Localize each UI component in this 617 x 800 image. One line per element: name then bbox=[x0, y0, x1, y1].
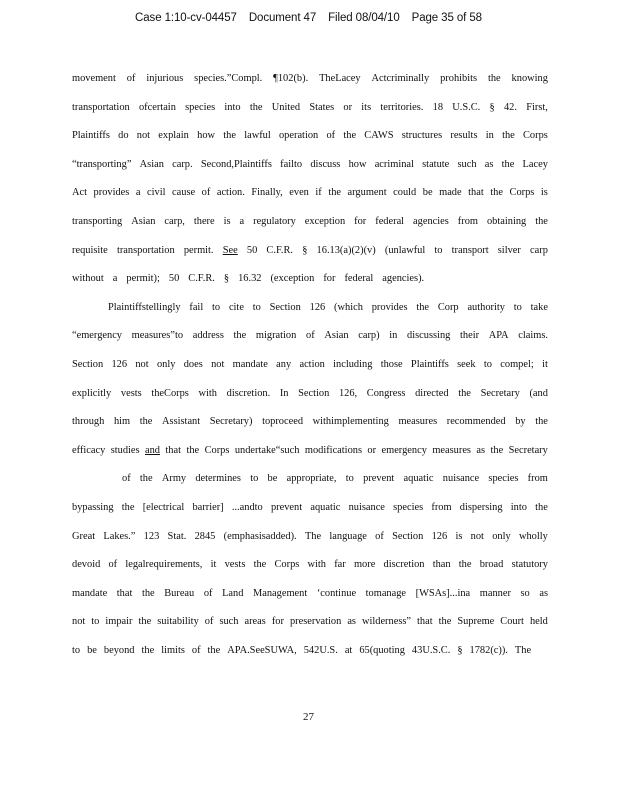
text-line: through him the Assistant Secretary) toproceed withimplementing measures recommended by the bbox=[72, 416, 548, 428]
page-number: 27 bbox=[303, 711, 314, 723]
text-line: Section 126 not only does not mandate any action including those Plaintiffs seek to compel; it bbox=[72, 358, 548, 370]
text-line: transportation ofcertain species into the United States or its territories. 18 U.S.C. § 42. First, bbox=[72, 101, 548, 113]
text-line: “emergency measures”to address the migration of Asian carp) in discussing their APA claims. bbox=[72, 330, 548, 342]
filed-date: Filed 08/04/10 bbox=[328, 12, 400, 24]
text-line: movement of injurious species.”Compl. ¶102(b). TheLacey Actcriminally prohibits the knowing bbox=[72, 73, 548, 84]
text-line: requisite transportation permit. See 50 C.F.R. § 16.13(a)(2)(v) (unlawful to transport silver carp bbox=[72, 244, 548, 256]
text-line: bypassing the [electrical barrier] ...andto prevent aquatic nuisance species from dispersing into the bbox=[72, 501, 548, 513]
text-line: mandate that the Bureau of Land Management ‘continue tomanage [WSAs]...ina manner so as bbox=[72, 587, 548, 599]
text-line: Plaintiffs do not explain how the lawful operation of the CAWS structures results in the Corps bbox=[72, 130, 548, 142]
text-line: transporting Asian carp, there is a regulatory exception for federal agencies from obtaining the bbox=[72, 215, 548, 227]
document-number: Document 47 bbox=[248, 12, 317, 24]
text-line: without a permit); 50 C.F.R. § 16.32 (exception for federal agencies). bbox=[72, 273, 425, 285]
text-line: Act provides a civil cause of action. Finally, even if the argument could be made that the Corps is bbox=[72, 187, 548, 199]
text-line: not to impair the suitability of such areas for preservation as wilderness” that the Supreme Court held bbox=[72, 616, 548, 628]
text-line: explicitly vests theCorps with discretion. In Section 126, Congress directed the Secretary (and bbox=[72, 387, 548, 399]
case-header bbox=[0, 12, 617, 24]
text-line: devoid of legalrequirements, it vests the Corps with far more discretion than the broad statutory bbox=[72, 559, 548, 571]
text-line: Plaintiffstellingly fail to cite to Section 126 (which provides the Corp authority to take bbox=[108, 301, 548, 313]
text-line: efficacy studies and that the Corps undertake“such modifications or emergency measures as the Secretary bbox=[72, 444, 548, 456]
text-line: “transporting” Asian carp. Second,Plaintiffs failto discuss how acriminal statute such as the Lacey bbox=[72, 158, 548, 170]
text-line: of the Army determines to be appropriate, to prevent aquatic nuisance species from bbox=[122, 473, 548, 485]
text-line: Great Lakes.” 123 Stat. 2845 (emphasisadded). The language of Section 126 is not only wholly bbox=[72, 530, 548, 542]
case-number: Case 1:10-cv-04457 bbox=[135, 12, 237, 24]
text-line: to be beyond the limits of the APA.SeeSUWA, 542U.S. at 65(quoting 43U.S.C. § 1782(c)). The bbox=[72, 644, 532, 656]
page-indicator: Page 35 of 58 bbox=[411, 12, 482, 24]
document-body bbox=[72, 70, 548, 670]
